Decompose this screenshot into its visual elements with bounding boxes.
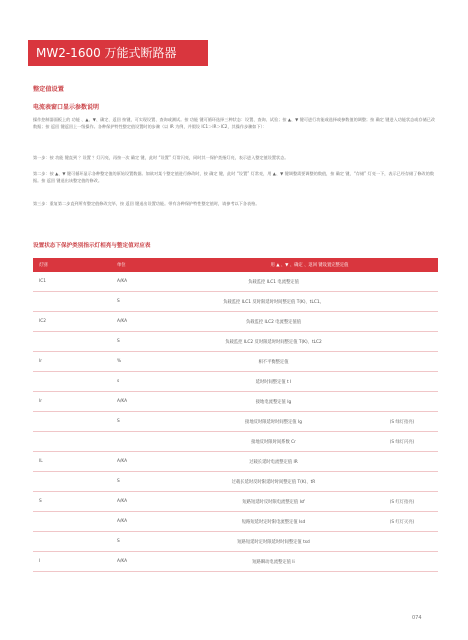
- table-row: [33, 552, 438, 572]
- table-row: [33, 512, 438, 532]
- cell-desc: 负载监控 ILC2 反时限延时时间整定值 T(K)、tLC2: [181, 332, 366, 352]
- cell-lamp: Ir: [33, 352, 111, 372]
- table-row: [33, 312, 438, 332]
- cell-lamp: [33, 412, 111, 432]
- cell-note: [366, 372, 438, 392]
- cell-unit: A/KA: [111, 492, 181, 512]
- cell-lamp: [33, 332, 111, 352]
- cell-lamp: [33, 292, 111, 312]
- table-row: [33, 352, 438, 372]
- cell-unit: [111, 432, 181, 452]
- cell-desc: 接地反时限时间系数 Cr: [181, 432, 366, 452]
- table-row: [33, 272, 438, 292]
- table-row: [33, 492, 438, 512]
- table-row: [33, 432, 438, 452]
- paragraph-1: 操作控制器面板上的 功能 、▲、▼、确定、返回 按键，可实现设置、查询或测试。按 功能 键可循环选择三种状态：设置、查询、试验；按 ▲、▼ 键可进行功能或选择或参数值的调整；按 确定 键进入功能状态或存储已改数据；按 返回 键返回上一级操作。各种保护特性整定值设置时的步骤（以 IR 为例，并假设 IC1＞IR＞IC2，其操作步骤如下）：: [33, 117, 436, 130]
- cell-note: (S 绿灯闪亮): [366, 432, 438, 452]
- cell-lamp: [33, 532, 111, 552]
- header-lamp: 灯别: [33, 258, 111, 272]
- cell-desc: 负载监控 ILC1 反时限延时时间整定值 T(K)、tLC1。: [181, 292, 366, 312]
- cell-lamp: IC2: [33, 312, 111, 332]
- settings-table: [33, 258, 438, 572]
- page-title: MW2-1600 万能式断路器: [28, 40, 208, 66]
- cell-note: (S 绿灯指亮): [366, 412, 438, 432]
- table-row: [33, 452, 438, 472]
- paragraph-3: 第二步：按 ▲、▼ 键可循环显示各种整定值的原始设置数据。如欲对某个整定值进行修改时，按 确定 键，此时 “设置” 灯常亮，用 ▲、▼ 键调整需要调整的数值，按 确定 键，“存储” 灯亮一下，表示已经存储了修改的数据。按 返回 键退出该整定值的修改。: [33, 171, 434, 184]
- cell-desc: 短路短延时定时限电流整定值 Isd: [181, 512, 366, 532]
- cell-note: (S 红灯指亮): [366, 492, 438, 512]
- cell-desc: 相不平衡整定值: [181, 352, 366, 372]
- cell-desc: 短路短延时反时限电流整定值 Isf: [181, 492, 366, 512]
- table-row: [33, 532, 438, 552]
- header-desc: 用 ▲ 、▼ 、确定 、返回 键设置完整定值: [181, 258, 438, 272]
- table-header-row: [33, 258, 438, 272]
- cell-lamp: [33, 512, 111, 532]
- cell-note: [366, 532, 438, 552]
- paragraph-4: 第三步：重复第二步直到所有整定值修改完毕，按 返回 键退出设置功能。带有各种保护特性整定值时，请参考以下各表格。: [33, 201, 260, 206]
- cell-note: [366, 472, 438, 492]
- cell-unit: S: [111, 292, 181, 312]
- cell-unit: S: [111, 412, 181, 432]
- cell-unit: S: [111, 332, 181, 352]
- cell-unit: A/KA: [111, 392, 181, 412]
- cell-unit: A/KA: [111, 452, 181, 472]
- cell-desc: 负载监控 ILC1 电流整定值: [181, 272, 366, 292]
- section-heading: 整定值设置: [33, 86, 64, 93]
- table-title: 设置状态下保护类别指示灯相亮与整定值对应表: [33, 243, 151, 249]
- cell-unit: A/KA: [111, 512, 181, 532]
- cell-unit: %: [111, 352, 181, 372]
- cell-unit: S: [111, 472, 181, 492]
- table-row: [33, 292, 438, 312]
- cell-desc: 接地反时限延时时间整定值 Ig: [181, 412, 366, 432]
- cell-note: [366, 332, 438, 352]
- cell-lamp: [33, 372, 111, 392]
- cell-note: [366, 552, 438, 572]
- cell-desc: 接地电流整定值 Ig: [181, 392, 366, 412]
- cell-note: [366, 392, 438, 412]
- cell-note: (S 红灯灭亮): [366, 512, 438, 532]
- cell-unit: A/KA: [111, 312, 181, 332]
- page-number: 074: [412, 615, 422, 621]
- cell-note: [366, 292, 438, 312]
- table-row: [33, 372, 438, 392]
- cell-note: [366, 312, 438, 332]
- cell-unit: A/KA: [111, 272, 181, 292]
- cell-desc: 负载监控 ILC2 电流整定值值: [181, 312, 366, 332]
- table-row: [33, 472, 438, 492]
- cell-note: [366, 272, 438, 292]
- cell-desc: 短路短延时定时限延时时间整定值 tsd: [181, 532, 366, 552]
- cell-lamp: Ir: [33, 392, 111, 412]
- cell-lamp: IC1: [33, 272, 111, 292]
- cell-unit: S: [111, 532, 181, 552]
- cell-lamp: IL: [33, 452, 111, 472]
- cell-desc: 延时时间整定值 t I: [181, 372, 366, 392]
- cell-lamp: I: [33, 552, 111, 572]
- cell-lamp: [33, 472, 111, 492]
- cell-note: [366, 452, 438, 472]
- cell-unit: s: [111, 372, 181, 392]
- subsection-heading: 电流表窗口显示参数说明: [33, 104, 100, 111]
- cell-desc: 过载长延时反时限延时时间整定值 T(K)、tR: [181, 472, 366, 492]
- cell-lamp: S: [33, 492, 111, 512]
- cell-desc: 短路瞬动电流整定值 Ii: [181, 552, 366, 572]
- cell-note: [366, 352, 438, 372]
- table-row: [33, 332, 438, 352]
- table-row: [33, 412, 438, 432]
- paragraph-2: 第一步：按 功能 键直到 ？设置 ？灯闪亮，再按一次 确定 键，此时 “设置” 灯常闪亮，同时其一保护类指灯亮，表示进入整定值设置状态。: [33, 155, 289, 160]
- cell-desc: 过载长延时电流整定值 IR: [181, 452, 366, 472]
- header-unit: 单位: [111, 258, 181, 272]
- table-row: [33, 392, 438, 412]
- cell-lamp: [33, 432, 111, 452]
- cell-unit: A/KA: [111, 552, 181, 572]
